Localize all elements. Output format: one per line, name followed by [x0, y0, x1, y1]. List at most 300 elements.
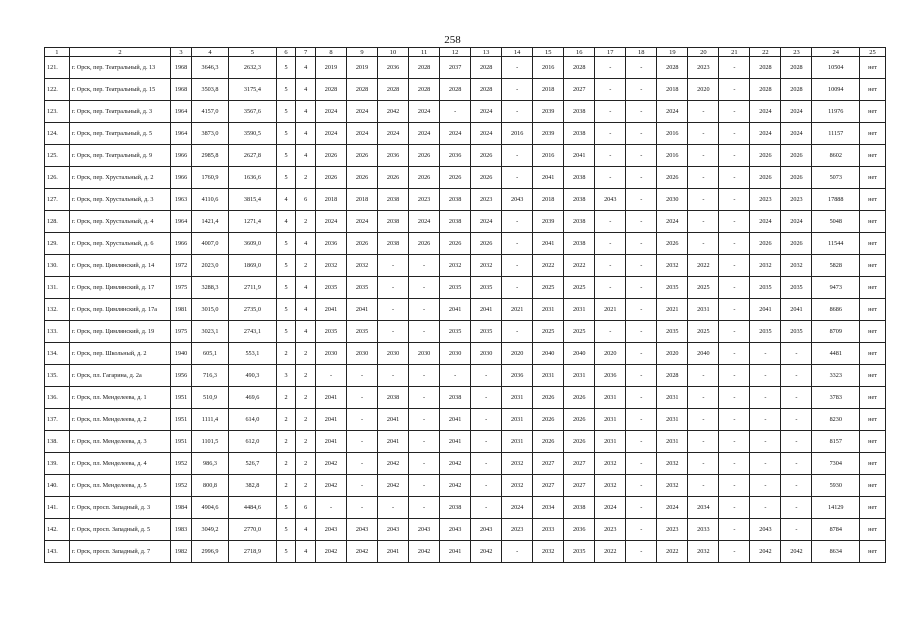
table-cell: 2032	[440, 255, 471, 277]
table-cell: 6	[296, 497, 316, 519]
table-cell: 2042	[440, 475, 471, 497]
address-cell: г. Орск, пл. Менделеева, д. 3	[69, 431, 170, 453]
table-cell: 2043	[471, 519, 502, 541]
table-cell: 1975	[171, 321, 192, 343]
table-cell: -	[719, 233, 750, 255]
table-cell: -	[409, 409, 440, 431]
table-cell: 2036	[564, 519, 595, 541]
table-cell: 2031	[533, 299, 564, 321]
table-cell: -	[471, 475, 502, 497]
table-cell: 3023,1	[191, 321, 228, 343]
table-cell: 5	[276, 145, 296, 167]
table-row	[45, 541, 886, 563]
table-cell: 2023	[471, 189, 502, 211]
table-cell: нет	[860, 57, 886, 79]
table-cell: -	[626, 79, 657, 101]
table-cell: 4157,0	[191, 101, 228, 123]
table-cell: 1636,6	[229, 167, 277, 189]
table-cell: -	[595, 277, 626, 299]
table-cell: -	[688, 387, 719, 409]
table-cell: 2041	[347, 299, 378, 321]
column-header: 9	[347, 48, 378, 57]
table-cell: -	[626, 497, 657, 519]
row-number-cell: 140.	[45, 475, 70, 497]
table-cell: нет	[860, 453, 886, 475]
table-cell: 2024	[347, 101, 378, 123]
table-cell: 2041	[564, 145, 595, 167]
table-cell: 2026	[564, 431, 595, 453]
table-cell: нет	[860, 431, 886, 453]
table-cell: 2022	[564, 255, 595, 277]
table-cell: 2032	[688, 541, 719, 563]
table-cell: 2026	[750, 167, 781, 189]
table-cell: -	[626, 145, 657, 167]
table-cell: 2041	[781, 299, 812, 321]
table-cell: 2	[296, 431, 316, 453]
table-cell: 2040	[564, 343, 595, 365]
table-cell: 2718,9	[229, 541, 277, 563]
table-cell: 2735,0	[229, 299, 277, 321]
table-cell: нет	[860, 277, 886, 299]
row-number-cell: 132.	[45, 299, 70, 321]
table-cell: 2024	[409, 101, 440, 123]
table-cell: нет	[860, 255, 886, 277]
table-cell: -	[719, 277, 750, 299]
address-cell: г. Орск, пер. Школьный, д. 2	[69, 343, 170, 365]
table-cell: 2026	[657, 233, 688, 255]
table-cell: 1869,0	[229, 255, 277, 277]
table-cell: 2028	[564, 57, 595, 79]
table-cell: 2022	[688, 255, 719, 277]
table-cell: 2038	[564, 497, 595, 519]
table-cell: 2038	[378, 233, 409, 255]
table-cell: 2032	[502, 475, 533, 497]
table-row	[45, 57, 886, 79]
table-cell: 986,3	[191, 453, 228, 475]
table-cell: 2041	[440, 299, 471, 321]
table-cell: 2028	[347, 79, 378, 101]
table-cell: 800,8	[191, 475, 228, 497]
table-cell: 2026	[409, 145, 440, 167]
table-cell: 2711,9	[229, 277, 277, 299]
table-cell: 2043	[440, 519, 471, 541]
table-cell: 2027	[533, 475, 564, 497]
table-cell: -	[719, 497, 750, 519]
table-cell: 2042	[378, 453, 409, 475]
table-cell: 2023	[781, 189, 812, 211]
table-cell: -	[626, 409, 657, 431]
table-cell: 4	[296, 277, 316, 299]
table-cell: 1981	[171, 299, 192, 321]
address-cell: г. Орск, пер. Театральный, д. 15	[69, 79, 170, 101]
table-cell: -	[347, 497, 378, 519]
table-cell: 2016	[502, 123, 533, 145]
table-cell: -	[626, 189, 657, 211]
column-header: 12	[440, 48, 471, 57]
table-cell: -	[719, 101, 750, 123]
table-cell: 2	[276, 343, 296, 365]
table-cell: 5	[276, 123, 296, 145]
table-cell: -	[626, 299, 657, 321]
table-cell: 1968	[171, 79, 192, 101]
table-cell: -	[502, 211, 533, 233]
table-cell: 2024	[781, 211, 812, 233]
table-cell: -	[688, 145, 719, 167]
address-cell: г. Орск, пер. Хрустальный, д. 2	[69, 167, 170, 189]
table-cell: 2041	[378, 431, 409, 453]
table-cell: 1982	[171, 541, 192, 563]
row-number-cell: 123.	[45, 101, 70, 123]
table-cell: -	[378, 255, 409, 277]
table-cell: 2985,8	[191, 145, 228, 167]
table-cell: -	[502, 145, 533, 167]
table-cell: 2039	[533, 101, 564, 123]
table-row	[45, 475, 886, 497]
table-cell: -	[502, 57, 533, 79]
table-cell: 2035	[781, 277, 812, 299]
table-cell: 2042	[315, 541, 346, 563]
table-cell: -	[688, 101, 719, 123]
table-cell: -	[626, 431, 657, 453]
table-cell: 2038	[378, 387, 409, 409]
table-cell: нет	[860, 497, 886, 519]
table-cell: 1963	[171, 189, 192, 211]
table-cell: -	[626, 57, 657, 79]
table-cell: -	[409, 321, 440, 343]
table-cell: 469,6	[229, 387, 277, 409]
table-cell: 2031	[502, 387, 533, 409]
table-cell: нет	[860, 123, 886, 145]
table-cell: -	[626, 101, 657, 123]
table-cell: 2035	[657, 277, 688, 299]
table-cell: -	[471, 387, 502, 409]
table-cell: 4	[276, 211, 296, 233]
address-cell: г. Орск, пл. Менделеева, д. 5	[69, 475, 170, 497]
table-cell: 2	[296, 475, 316, 497]
table-cell: -	[750, 431, 781, 453]
table-row	[45, 343, 886, 365]
table-row	[45, 255, 886, 277]
table-cell: нет	[860, 343, 886, 365]
address-cell: г. Орск, пл. Менделеева, д. 1	[69, 387, 170, 409]
table-cell: 3590,5	[229, 123, 277, 145]
table-cell: 2022	[595, 541, 626, 563]
row-number-cell: 131.	[45, 277, 70, 299]
table-cell: 2016	[533, 57, 564, 79]
column-header: 15	[533, 48, 564, 57]
table-row	[45, 453, 886, 475]
table-cell: 2	[296, 255, 316, 277]
table-row	[45, 277, 886, 299]
column-header: 5	[229, 48, 277, 57]
table-cell: 2034	[688, 497, 719, 519]
document-table	[44, 47, 886, 563]
table-cell: -	[378, 497, 409, 519]
table-cell: 4	[296, 123, 316, 145]
table-cell: 2027	[564, 453, 595, 475]
table-cell: 2042	[347, 541, 378, 563]
table-cell: 2024	[750, 101, 781, 123]
table-cell: 2042	[378, 475, 409, 497]
table-cell: нет	[860, 79, 886, 101]
table-cell: 2026	[440, 167, 471, 189]
table-cell: -	[688, 431, 719, 453]
table-cell: 3	[276, 365, 296, 387]
column-header: 16	[564, 48, 595, 57]
table-cell: -	[409, 475, 440, 497]
row-number-cell: 126.	[45, 167, 70, 189]
table-cell: -	[719, 211, 750, 233]
table-cell: -	[750, 387, 781, 409]
table-cell: 4	[296, 321, 316, 343]
row-number-cell: 133.	[45, 321, 70, 343]
table-cell: 2041	[315, 409, 346, 431]
table-cell: 2024	[471, 101, 502, 123]
table-cell: 2037	[440, 57, 471, 79]
table-cell: 2016	[657, 123, 688, 145]
table-cell: 2031	[688, 299, 719, 321]
address-cell: г. Орск, пл. Менделеева, д. 2	[69, 409, 170, 431]
table-cell: 2026	[409, 233, 440, 255]
table-cell: 8709	[812, 321, 860, 343]
table-cell: -	[471, 365, 502, 387]
table-row	[45, 145, 886, 167]
table-cell: 2022	[657, 541, 688, 563]
table-cell: -	[719, 79, 750, 101]
table-cell: 2	[296, 167, 316, 189]
row-number-cell: 139.	[45, 453, 70, 475]
table-cell: 3567,6	[229, 101, 277, 123]
column-header: 22	[750, 48, 781, 57]
table-cell: 1984	[171, 497, 192, 519]
row-number-cell: 137.	[45, 409, 70, 431]
table-cell: 2770,0	[229, 519, 277, 541]
table-cell: 2027	[533, 453, 564, 475]
table-cell: 2038	[564, 101, 595, 123]
table-cell: -	[688, 409, 719, 431]
table-cell: 2036	[378, 57, 409, 79]
table-cell: 4007,0	[191, 233, 228, 255]
table-cell: 2026	[564, 387, 595, 409]
table-cell: 1972	[171, 255, 192, 277]
table-cell: 10504	[812, 57, 860, 79]
table-cell: -	[409, 431, 440, 453]
row-number-cell: 138.	[45, 431, 70, 453]
table-cell: 6	[296, 189, 316, 211]
table-cell: 2026	[750, 145, 781, 167]
table-cell: 2026	[781, 167, 812, 189]
table-cell: 3288,3	[191, 277, 228, 299]
table-cell: 2042	[781, 541, 812, 563]
table-cell: 3815,4	[229, 189, 277, 211]
table-cell: 7304	[812, 453, 860, 475]
table-cell: 2	[296, 343, 316, 365]
table-row	[45, 519, 886, 541]
table-cell: 2025	[533, 277, 564, 299]
table-cell: 11976	[812, 101, 860, 123]
table-cell: 2024	[595, 497, 626, 519]
table-cell: 2041	[315, 431, 346, 453]
table-cell: 2	[276, 409, 296, 431]
table-cell: 2042	[750, 541, 781, 563]
table-cell: 2035	[750, 277, 781, 299]
table-cell: 5	[276, 299, 296, 321]
table-cell: 2030	[440, 343, 471, 365]
table-cell: -	[409, 453, 440, 475]
row-number-cell: 134.	[45, 343, 70, 365]
table-cell: 2028	[440, 79, 471, 101]
table-cell: -	[750, 497, 781, 519]
table-cell: 2	[296, 365, 316, 387]
table-cell: -	[719, 409, 750, 431]
table-cell: нет	[860, 475, 886, 497]
table-cell: 8686	[812, 299, 860, 321]
table-cell: 2028	[657, 365, 688, 387]
table-cell: нет	[860, 211, 886, 233]
table-cell: 2028	[781, 79, 812, 101]
address-cell: г. Орск, пер. Цимлянский, д. 17а	[69, 299, 170, 321]
table-cell: 2031	[502, 409, 533, 431]
table-cell: -	[719, 57, 750, 79]
table-cell: 2031	[595, 409, 626, 431]
table-cell: 4	[296, 57, 316, 79]
table-cell: 605,1	[191, 343, 228, 365]
table-cell: 2026	[347, 167, 378, 189]
table-cell: 2035	[440, 277, 471, 299]
table-cell: 2020	[657, 343, 688, 365]
table-cell: 2026	[378, 167, 409, 189]
table-cell: 5	[276, 519, 296, 541]
table-cell: 1951	[171, 387, 192, 409]
table-cell: 2041	[378, 409, 409, 431]
table-cell: -	[688, 123, 719, 145]
table-cell: -	[688, 475, 719, 497]
table-cell: 2043	[409, 519, 440, 541]
column-header: 4	[191, 48, 228, 57]
table-cell: 2038	[440, 189, 471, 211]
table-cell: 2035	[440, 321, 471, 343]
table-cell: -	[719, 519, 750, 541]
table-cell: нет	[860, 387, 886, 409]
table-cell: 2021	[657, 299, 688, 321]
table-cell: 2032	[595, 475, 626, 497]
table-cell: 4	[296, 233, 316, 255]
table-cell: -	[719, 387, 750, 409]
table-cell: 10094	[812, 79, 860, 101]
table-cell: -	[502, 233, 533, 255]
table-cell: 2018	[533, 189, 564, 211]
table-cell: 4904,6	[191, 497, 228, 519]
table-cell: 2035	[315, 321, 346, 343]
table-cell: -	[781, 409, 812, 431]
table-cell: -	[688, 189, 719, 211]
table-cell: -	[626, 453, 657, 475]
table-cell: -	[502, 321, 533, 343]
table-cell: 3015,0	[191, 299, 228, 321]
table-cell: 2023,0	[191, 255, 228, 277]
table-cell: 2030	[347, 343, 378, 365]
table-cell: нет	[860, 189, 886, 211]
table-cell: 2024	[657, 497, 688, 519]
table-cell: 2032	[657, 475, 688, 497]
table-cell: 2026	[533, 431, 564, 453]
table-cell: -	[719, 255, 750, 277]
table-cell: -	[626, 365, 657, 387]
table-cell: 2027	[564, 79, 595, 101]
table-cell: 2031	[564, 299, 595, 321]
table-cell: 1940	[171, 343, 192, 365]
table-cell: 2041	[440, 409, 471, 431]
column-header: 7	[296, 48, 316, 57]
table-cell: -	[315, 365, 346, 387]
table-cell: 2041	[750, 299, 781, 321]
table-row	[45, 123, 886, 145]
column-header: 10	[378, 48, 409, 57]
table-cell: -	[347, 387, 378, 409]
table-cell: 3646,3	[191, 57, 228, 79]
table-cell: -	[626, 167, 657, 189]
table-cell: 1951	[171, 431, 192, 453]
table-cell: 4481	[812, 343, 860, 365]
table-cell: 2032	[533, 541, 564, 563]
table-cell: -	[688, 167, 719, 189]
table-cell: 2042	[378, 101, 409, 123]
table-cell: 2028	[471, 57, 502, 79]
table-cell: -	[595, 101, 626, 123]
address-cell: г. Орск, просп. Западный, д. 3	[69, 497, 170, 519]
table-cell: -	[719, 321, 750, 343]
table-cell: 2036	[315, 233, 346, 255]
table-cell: 5048	[812, 211, 860, 233]
table-cell: -	[471, 409, 502, 431]
table-cell: 1964	[171, 211, 192, 233]
column-header: 23	[781, 48, 812, 57]
address-cell: г. Орск, пер. Хрустальный, д. 6	[69, 233, 170, 255]
table-cell: 2038	[564, 233, 595, 255]
table-cell: 1966	[171, 145, 192, 167]
table-cell: 2033	[688, 519, 719, 541]
column-header: 6	[276, 48, 296, 57]
column-header: 20	[688, 48, 719, 57]
column-header: 3	[171, 48, 192, 57]
table-cell: 2	[276, 387, 296, 409]
table-cell: 1952	[171, 475, 192, 497]
table-cell: 2028	[471, 79, 502, 101]
table-cell: 2038	[440, 497, 471, 519]
table-cell: 2026	[409, 167, 440, 189]
table-cell: 2024	[409, 123, 440, 145]
table-row	[45, 409, 886, 431]
table-cell: 2028	[315, 79, 346, 101]
table-row	[45, 189, 886, 211]
address-cell: г. Орск, пер. Цимлянский, д. 19	[69, 321, 170, 343]
table-cell: 2030	[315, 343, 346, 365]
table-cell: 2031	[657, 387, 688, 409]
table-cell: 2024	[657, 211, 688, 233]
table-cell: 11157	[812, 123, 860, 145]
table-cell: 2035	[657, 321, 688, 343]
table-cell: -	[471, 497, 502, 519]
table-cell: -	[626, 211, 657, 233]
table-cell: -	[378, 321, 409, 343]
table-cell: 2041	[533, 167, 564, 189]
table-cell: -	[409, 255, 440, 277]
address-cell: г. Орск, пер. Театральный, д. 5	[69, 123, 170, 145]
table-cell: 2043	[750, 519, 781, 541]
table-cell: 2024	[502, 497, 533, 519]
row-number-cell: 129.	[45, 233, 70, 255]
table-cell: -	[347, 431, 378, 453]
